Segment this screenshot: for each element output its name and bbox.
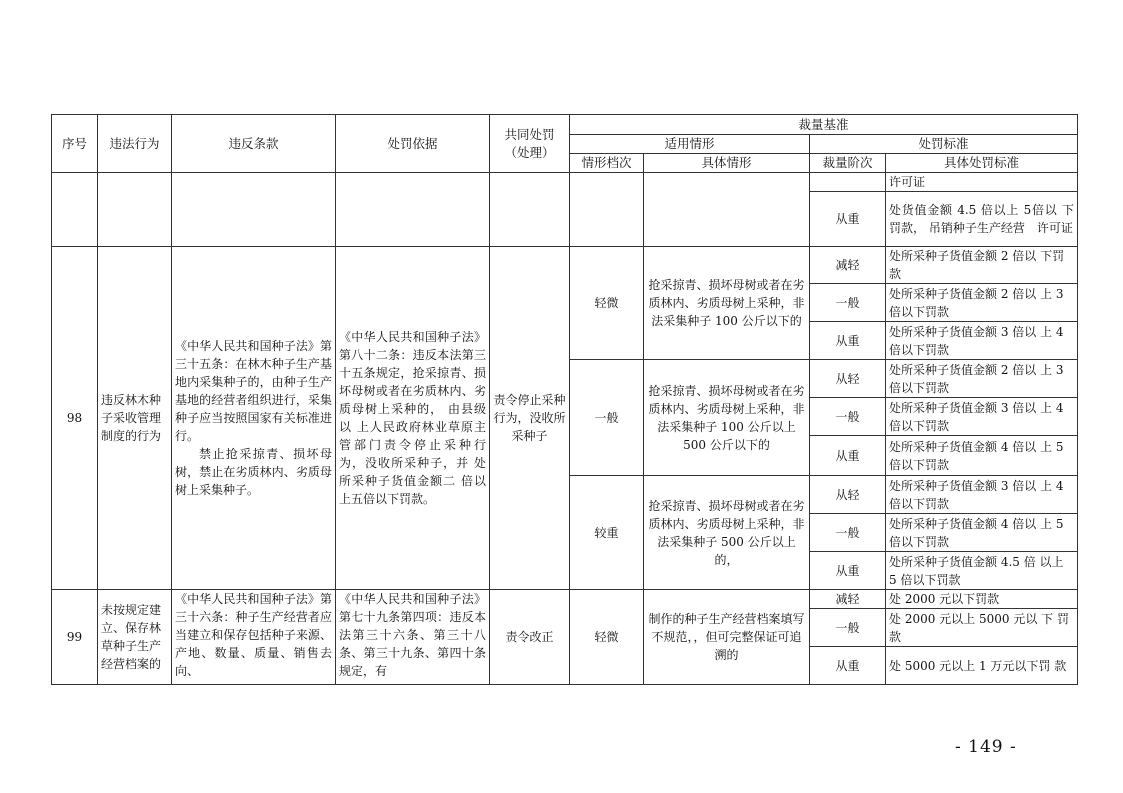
- row98-penalty-1-1: 处所采种子货值金额 2 倍以 下罚款: [886, 247, 1078, 284]
- row98-situation-3: 抢采掠青、损坏母树或者在劣质林内、劣质母树上采种，非法采集种子 500 公斤以上的，: [644, 476, 810, 590]
- header-discretion-level: 裁量阶次: [810, 154, 886, 173]
- cont-clause-cell: [172, 173, 336, 247]
- row99-stage-2: 一般: [810, 609, 886, 647]
- cont-stage-2: 从重: [810, 192, 886, 247]
- row98-violation: 违反林木种子采收管理制度的行为: [98, 247, 172, 590]
- row98-stage-3-3: 从重: [810, 552, 886, 590]
- row98-stage-1-1: 减轻: [810, 247, 886, 284]
- row98-penalty-2-1: 处所采种子货值金额 2 倍以 上 3 倍以下罚款: [886, 360, 1078, 398]
- row99-situation: 制作的种子生产经营档案填写不规范，，但可完整保证可追溯的: [644, 590, 810, 685]
- row99-penalty-3: 处 5000 元以上 1 万元以下罚 款: [886, 647, 1078, 685]
- header-level: 情形档次: [570, 154, 644, 173]
- row98-level-2: 一般: [570, 360, 644, 476]
- row99-level: 轻微: [570, 590, 644, 685]
- row98-stage-3-1: 从轻: [810, 476, 886, 514]
- row99-stage-1: 减轻: [810, 590, 886, 609]
- row98-penalty-3-2: 处所采种子货值金额 4 倍以 上 5 倍以下罚款: [886, 514, 1078, 552]
- row98-penalty-3-3: 处所采种子货值金额 4.5 倍 以上 5 倍以下罚款: [886, 552, 1078, 590]
- row98-stage-1-3: 从重: [810, 322, 886, 360]
- row98-stage-3-2: 一般: [810, 514, 886, 552]
- row98-level-3: 较重: [570, 476, 644, 590]
- header-penalty-standard: 处罚标准: [810, 135, 1078, 154]
- cont-common-cell: [490, 173, 570, 247]
- row99-violation: 未按规定建立、保存林草种子生产经营档案的: [98, 590, 172, 685]
- row98-seq: 98: [52, 247, 98, 590]
- cont-situation-cell: [644, 173, 810, 247]
- cont-basis-cell: [336, 173, 490, 247]
- row99-clause: 《中华人民共和国种子法》第三十六条：种子生产经营者应当建立和保存包括种子来源、产地、数量、质量、销售去向、: [172, 590, 336, 685]
- row98-stage-2-2: 一般: [810, 398, 886, 436]
- row98-common: 责令停止采种行为，没收所采种子: [490, 247, 570, 590]
- row99-seq: 99: [52, 590, 98, 685]
- row98-clause-p2: 禁止抢采掠青、损坏母树，禁止在劣质林内、劣质母树上采集种子。: [175, 447, 332, 497]
- row98-clause-p1: 《中华人民共和国种子法》第三十五条：在林木种子生产基地内采集种子的，由种子生产基地的经营者组织进行，采集种子应当按照国家有关标准进行。: [175, 339, 332, 443]
- row98-basis: 《中华人民共和国种子法》第八十二条：违反本法第三十五条规定，抢采掠青、损坏母树或者在劣质林内、劣质母树上采种的， 由县级以 上人民政府林业草原主 管部门责令停止采种行 为，没收所采种子，并 处所采种子货值金额二 倍以上五倍以下罚款。: [336, 247, 490, 590]
- row99-common: 责令改正: [490, 590, 570, 685]
- cont-stage-cell: [810, 173, 886, 192]
- row99-penalty-1: 处 2000 元以下罚款: [886, 590, 1078, 609]
- header-situation: 具体情形: [644, 154, 810, 173]
- cont-seq-cell: [52, 173, 98, 247]
- header-basis: 处罚依据: [336, 115, 490, 173]
- cont-penalty-1: 许可证: [886, 173, 1078, 192]
- row98-level-1: 轻微: [570, 247, 644, 360]
- row98-stage-2-1: 从轻: [810, 360, 886, 398]
- row99-basis: 《中华人民共和国种子法》第七十九条第四项：违反本法第三十六条、第三十八条、第三十九条、第四十条规定，有: [336, 590, 490, 685]
- header-specific-penalty: 具体处罚标准: [886, 154, 1078, 173]
- header-common-penalty: 共同处罚（处理）: [490, 115, 570, 173]
- header-applicable: 适用情形: [570, 135, 810, 154]
- cont-violation-cell: [98, 173, 172, 247]
- row98-penalty-1-3: 处所采种子货值金额 3 倍以 上 4 倍以下罚款: [886, 322, 1078, 360]
- row98-penalty-1-2: 处所采种子货值金额 2 倍以 上 3 倍以下罚款: [886, 284, 1078, 322]
- penalty-standard-table: [51, 114, 1078, 685]
- header-violation: 违法行为: [98, 115, 172, 173]
- row98-penalty-2-2: 处所采种子货值金额 3 倍以 上 4 倍以下罚款: [886, 398, 1078, 436]
- row98-stage-1-2: 一般: [810, 284, 886, 322]
- header-seq: 序号: [52, 115, 98, 173]
- row98-clause: [172, 247, 336, 590]
- header-discretion-standard: 裁量基准: [570, 115, 1078, 135]
- header-clause: 违反条款: [172, 115, 336, 173]
- row98-penalty-3-1: 处所采种子货值金额 3 倍以 上 4 倍以下罚款: [886, 476, 1078, 514]
- row98-situation-1: 抢采掠青、损坏母树或者在劣质林内、劣质母树上采种，非法采集种子 100 公斤以下的: [644, 247, 810, 360]
- row99-penalty-2: 处 2000 元以上 5000 元以 下 罚款: [886, 609, 1078, 647]
- cont-penalty-2: 处货值金额 4.5 倍以上 5倍以 下罚款， 吊销种子生产经营 许可证: [886, 192, 1078, 247]
- row98-stage-2-3: 从重: [810, 436, 886, 476]
- page-number: - 149 -: [955, 737, 1017, 757]
- row98-situation-2: 抢采掠青、损坏母树或者在劣质林内、劣质母树上采种，非法采集种子 100 公斤以上 500 公斤以下的: [644, 360, 810, 476]
- row98-penalty-2-3: 处所采种子货值金额 4 倍以 上 5 倍以下罚款: [886, 436, 1078, 476]
- cont-level-cell: [570, 173, 644, 247]
- row99-stage-3: 从重: [810, 647, 886, 685]
